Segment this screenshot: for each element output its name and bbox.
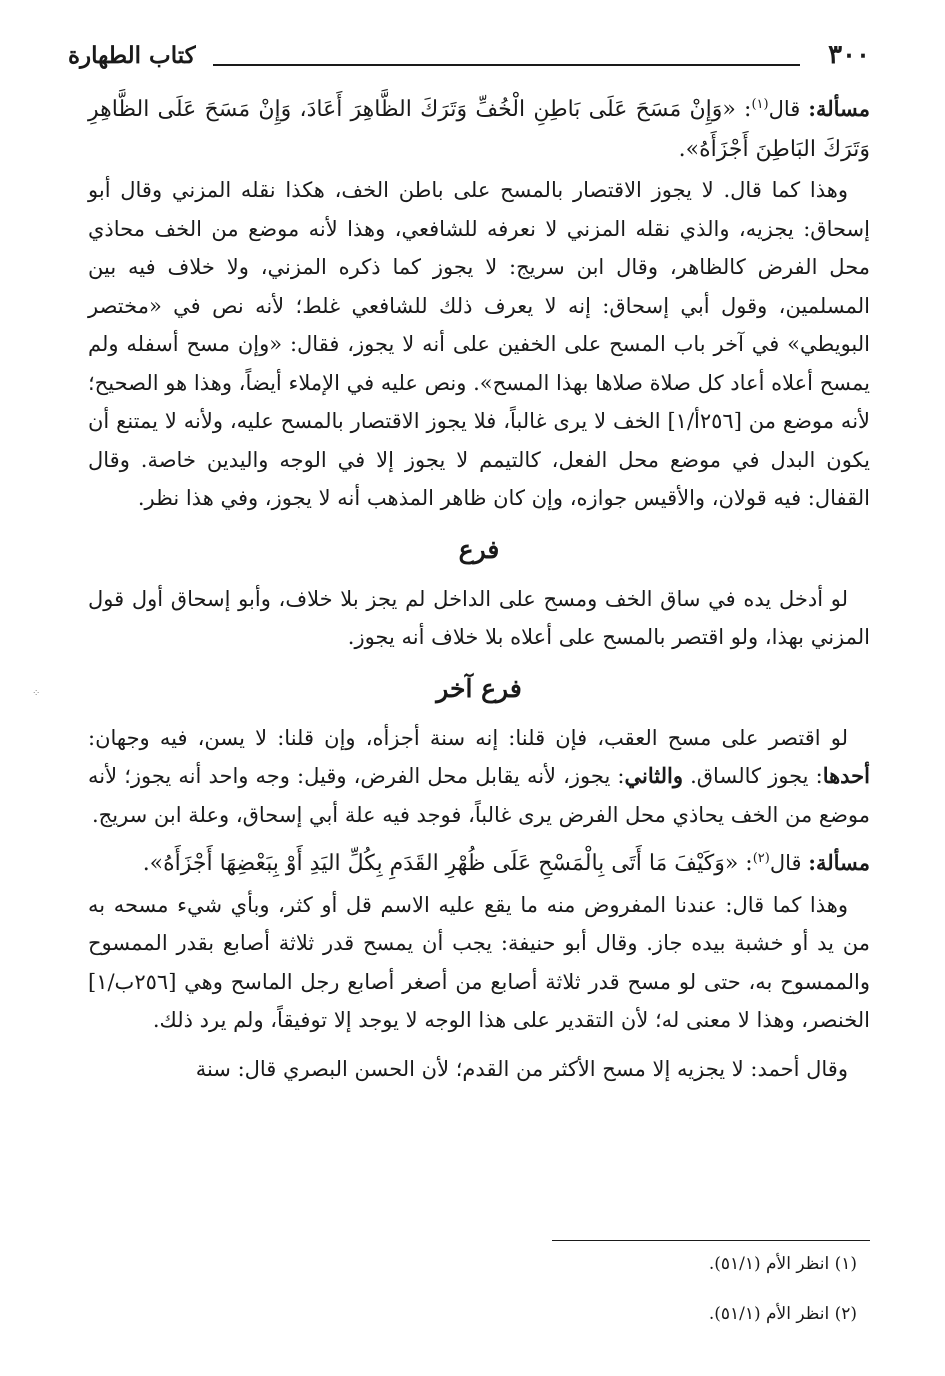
page-header <box>68 40 870 86</box>
issue-quote: : «وَكَيْفَ مَا أَتَى بِالْمَسْحِ عَلَى ظُهْرِ القَدَمِ بِكُلِّ اليَدِ أَوْ بِبَعْضِهَا أَجْزَأَهُ». <box>142 851 753 876</box>
issue-intro: قال <box>768 97 809 121</box>
footnote-2 <box>88 1300 857 1328</box>
footnotes <box>88 1250 857 1350</box>
footnote-number: (٢) <box>834 1304 857 1324</box>
issue-paragraph-1 <box>88 90 870 169</box>
far-akhar-paragraph <box>88 719 870 835</box>
far-akhar-text-b: : يجوز كالساق. <box>682 764 823 788</box>
running-title: كتاب الطهارة <box>68 42 196 69</box>
far-akhar-text-a: لو اقتصر على مسح العقب، فإن قلنا: إنه سنة أجزأه، وإن قلنا: لا يسن، فيه وجهان: <box>88 725 848 750</box>
far-paragraph: لو أدخل يده في ساق الخف ومسح على الداخل لم يجز بلا خلاف، وأبو إسحاق أول قول المزني بهذا، ولو اقتصر بالمسح على أعلاه بلا خلاف أنه يجوز. <box>88 586 870 649</box>
section-heading-far: فرع <box>458 534 500 564</box>
margin-speck-icon: ⁘ <box>32 688 41 699</box>
issue-label: مسألة: <box>808 96 870 121</box>
commentary-paragraph-2: وهذا كما قال: عندنا المفروض منه ما يقع عليه الاسم قل أو كثر، وبأي شيء مسحه به من يد أو خشبة بيده جاز. وقال أبو حنيفة: يجب أن يمسح قدر ثلاثة أصابع بقدر الممسوح والممسوح به، حتى لو مسح قدر ثلاثة أصابع من أصغر أصابع رجل الماسح وهي [٢٥٦ب/١] الخنصر، وهذا لا معنى له؛ لأن التقدير على هذا الوجه لا يوجد إلا توفيقاً، ولم يرد ذلك. <box>88 892 870 1032</box>
footnote-number: (١) <box>834 1254 857 1274</box>
issue-paragraph-2 <box>88 844 870 884</box>
footnote-1 <box>88 1250 857 1278</box>
commentary-paragraph-1: وهذا كما قال. لا يجوز الاقتصار بالمسح على باطن الخف، هكذا نقله المزني وقال أبو إسحاق: يجزيه، والذي نقله المزني لا نعرفه للشافعي، وهذا لأنه موضع من الخف محاذي محل الفرض كالظاهر، وقال ابن سريج: لا يجوز كما ذكره المزني، ولا خلاف فيه بين المسلمين، وقول أبي إسحاق: إنه لا يعرف ذلك للشافعي غلط؛ لأنه نص في «مختصر البويطي» في آخر باب المسح على الخفين على أنه لا يجوز، فقال: «وإن مسح أسفله ولم يمسح أعلاه أعاد كل صلاة صلاها بهذا المسح». ونص عليه في الإملاء أيضاً، وهذا هو الصحيح؛ لأنه موضع من [٢٥٦أ/١] الخف لا يرى غالباً، فلا يجوز الاقتصار بالمسح عليه، ولأنه لا يمتنع أن يكون البدل في موضع محل الفعل، كالتيمم لا يجوز إلا في الوجه واليدين خاصة. وقال القفال: فيه قولان، والأقيس جوازه، وإن كان ظاهر المذهب أنه لا يجوز، وفي هذا نظر. <box>88 178 871 510</box>
footnote-ref-2: (٢) <box>752 851 770 866</box>
issue-intro: قال <box>769 851 809 875</box>
footnote-text: انظر الأم (٥١/١). <box>708 1254 830 1274</box>
header-rule <box>213 64 800 66</box>
footnote-rule <box>552 1240 870 1241</box>
issue-label: مسألة: <box>808 850 870 875</box>
commentary-paragraph-3: وقال أحمد: لا يجزيه إلا مسح الأكثر من القدم؛ لأن الحسن البصري قال: سنة <box>195 1056 848 1081</box>
page-number: ٣٠٠ <box>828 40 870 70</box>
far-akhar-text-c: : يجوز، لأنه يقابل محل الفرض، وقيل: وجه واحد أنه يجوز؛ لأنه موضع من الخف يحاذي محل الفرض يرى غالباً، فوجد فيه علة أبي إسحاق، وعلة ابن سريج. <box>88 764 870 827</box>
page-body <box>88 90 870 1098</box>
section-heading-far-akhar: فرع آخر <box>436 673 522 703</box>
footnote-ref-1: (١) <box>751 97 769 112</box>
term-first: أحدها <box>822 763 870 788</box>
term-second: والثاني <box>624 763 683 788</box>
issue-quote: : «وَإِنْ مَسَحَ عَلَى بَاطِنِ الْخُفِّ وَتَرَكَ الظَّاهِرَ أَعَادَ، وَإِنْ مَسَحَ عَلَى الظَّاهِرِ وَتَرَكَ البَاطِنَ أَجْزَأَهُ». <box>88 97 870 162</box>
footnote-text: انظر الأم (٥١/١). <box>708 1304 830 1324</box>
